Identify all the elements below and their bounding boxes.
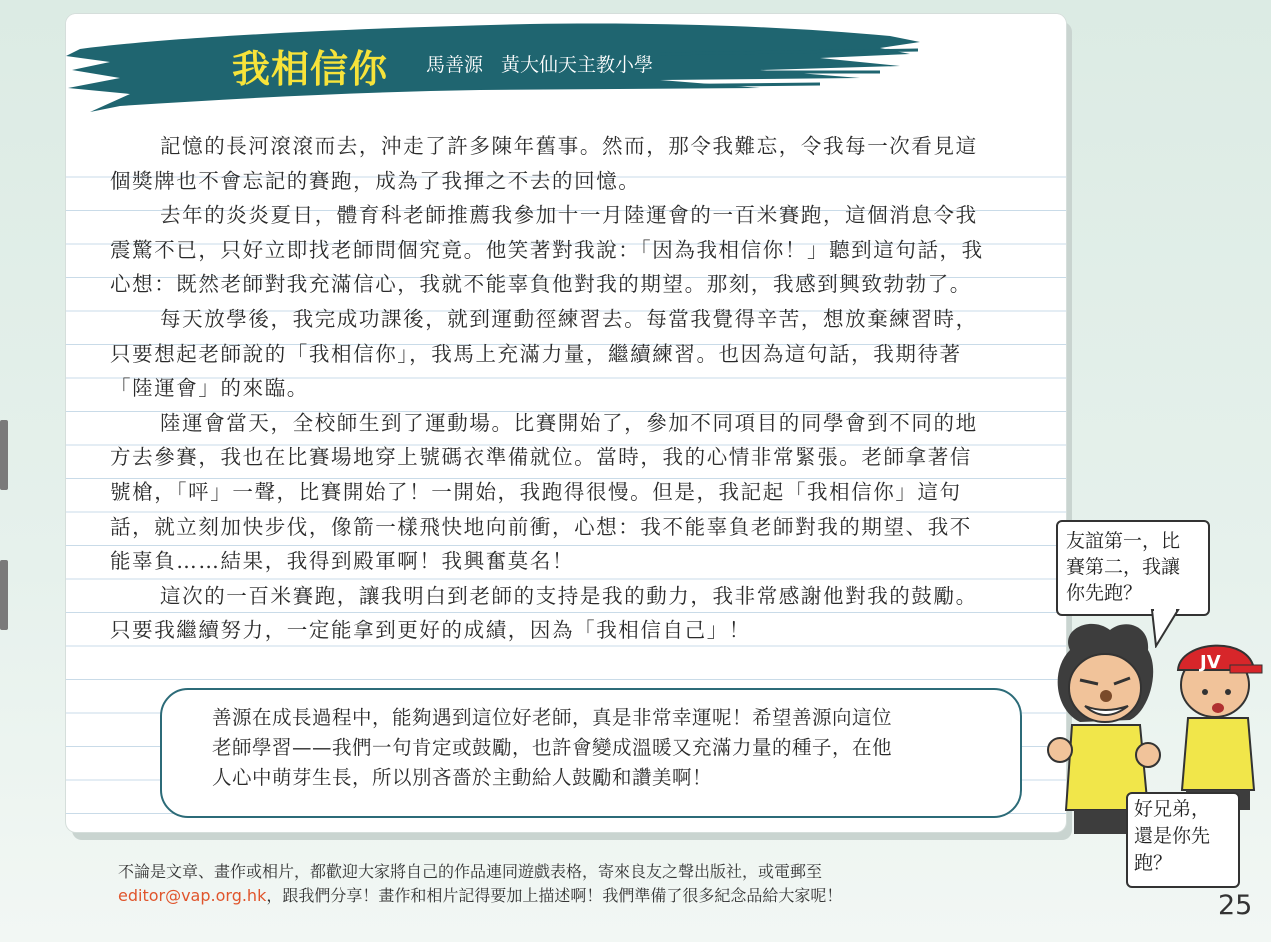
- article-title: 我相信你: [232, 47, 389, 91]
- essay-line: 方去參賽，我也在比賽場地穿上號碼衣準備就位。當時，我的心情非常緊張。老師拿著信: [110, 445, 972, 470]
- comment-line: 人心中萌芽生長，所以別吝嗇於主動給人鼓勵和讚美啊！: [212, 766, 713, 789]
- bubble-line: 跑？: [1134, 852, 1173, 874]
- comment-line: 老師學習——我們一句肯定或鼓勵，也許會變成溫暖又充滿力量的種子，在他: [212, 736, 893, 759]
- essay-line: 每天放學後，我完成功課後，就到運動徑練習去。每當我覺得辛苦，想放棄練習時，: [160, 306, 978, 331]
- comment-line: 善源在成長過程中，能夠遇到這位好老師，真是非常幸運呢！希望善源向這位: [212, 706, 893, 729]
- essay-line: 去年的炎炎夏日，體育科老師推薦我參加十一月陸運會的一百米賽跑，這個消息令我: [160, 203, 978, 228]
- essay-line: 只要我繼續努力，一定能拿到更好的成績，因為「我相信自己」！: [110, 618, 751, 643]
- page-number: 25: [1218, 890, 1253, 921]
- school-name: 黃大仙天主教小學: [501, 54, 654, 76]
- bubble-line: 你先跑？: [1066, 582, 1143, 604]
- essay-line: 能辜負……結果，我得到殿軍啊！我興奮莫名！: [110, 549, 575, 574]
- notice-line-1: 不論是文章、畫作或相片，都歡迎大家將自己的作品連同遊戲表格，寄來良友之聲出版社，或電郵至: [118, 862, 823, 881]
- notice-line-2-text: ，跟我們分享！畫作和相片記得要加上描述啊！我們準備了很多紀念品給大家呢！: [266, 886, 843, 905]
- speech-bubble-top-text: [1066, 528, 1206, 606]
- essay-line: 號槍，「呯」一聲，比賽開始了！一開始，我跑得很慢。但是，我記起「我相信你」這句: [110, 479, 962, 504]
- essay-line: 心想：既然老師對我充滿信心，我就不能辜負他對我的期望。那刻，我感到興致勃勃了。: [110, 272, 972, 297]
- essay-line: 個獎牌也不會忘記的賽跑，成為了我揮之不去的回憶。: [110, 168, 641, 193]
- bubble-line: 好兄弟，: [1134, 798, 1211, 820]
- essay-line: 陸運會當天，全校師生到了運動場。比賽開始了，參加不同項目的同學會到不同的地: [160, 410, 978, 435]
- notice-line-2: [118, 884, 1098, 908]
- bubble-line: 賽第二，我讓: [1066, 556, 1181, 578]
- binding-ring: [0, 560, 8, 630]
- essay-line: 「陸運會」的來臨。: [110, 376, 309, 401]
- author-name: 馬善源: [426, 54, 484, 76]
- binding-ring: [0, 420, 8, 490]
- essay-line: 記憶的長河滾滾而去，沖走了許多陳年舊事。然而，那令我難忘，令我每一次看見這: [160, 134, 978, 158]
- editor-comment: [212, 703, 992, 793]
- email-link[interactable]: editor@vap.org.hk: [118, 886, 267, 905]
- speech-bubble-bottom-text: [1134, 796, 1234, 877]
- essay-body: [110, 129, 1045, 648]
- bubble-line: 友誼第一，比: [1066, 530, 1181, 552]
- cap-logo: JV: [1200, 652, 1221, 673]
- byline: [426, 50, 653, 77]
- bubble-line: 還是你先: [1134, 825, 1211, 847]
- submission-notice: [118, 860, 1098, 908]
- essay-line: 這次的一百米賽跑，讓我明白到老師的支持是我的動力，我非常感謝他對我的鼓勵。: [160, 583, 978, 608]
- essay-line: 震驚不已，只好立即找老師問個究竟。他笑著對我說：「因為我相信你！」聽到這句話，我: [110, 237, 984, 262]
- essay-line: 只要想起老師說的「我相信你」，我馬上充滿力量，繼續練習。也因為這句話，我期待著: [110, 341, 962, 366]
- essay-line: 話，就立刻加快步伐，像箭一樣飛快地向前衝，心想：我不能辜負老師對我的期望、我不: [110, 514, 972, 539]
